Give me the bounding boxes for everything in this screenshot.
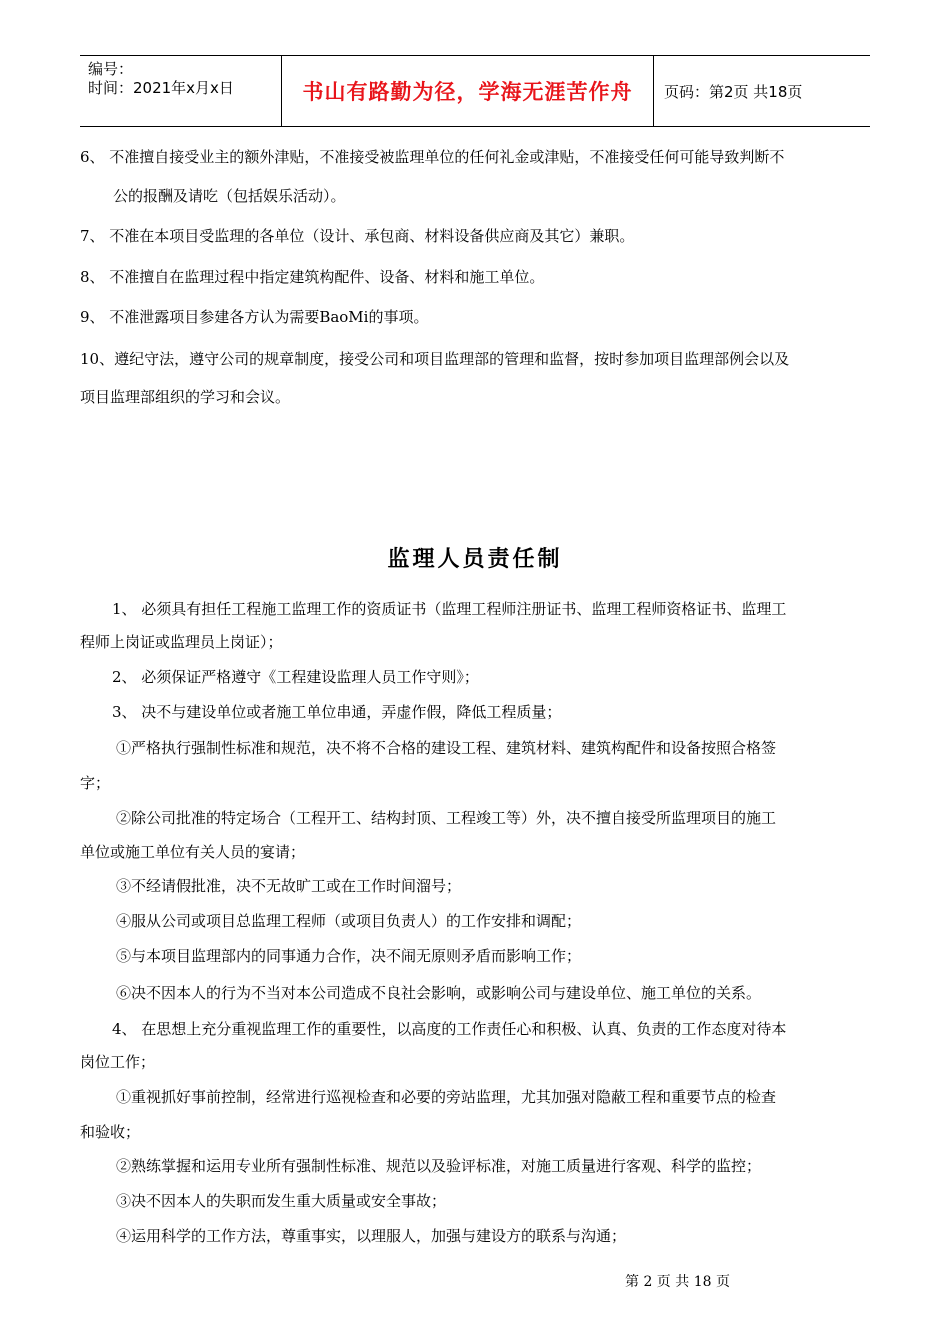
- rule-10-line-2: 项目监理部组织的学习和会议。: [80, 388, 291, 406]
- rule-6-line-1: 6、 不准擅自接受业主的额外津贴，不准接受被监理单位的任何礼金或津贴，不准接受任何可能导致判断不: [80, 148, 785, 166]
- duty-3-item-6: ⑥决不因本人的行为不当对本公司造成不良社会影响，或影响公司与建设单位、施工单位的关系。: [116, 984, 762, 1002]
- duty-3-item-1-line-1: ①严格执行强制性标准和规范，决不将不合格的建设工程、建筑材料、建筑构配件和设备按照合格签: [116, 739, 777, 757]
- document-time-label: 时间：2021年x月x日: [88, 79, 234, 97]
- page-footer: 第 2 页 共 18 页: [625, 1274, 730, 1290]
- duty-1-line-2: 程师上岗证或监理员上岗证）；: [80, 633, 283, 651]
- duty-4-item-4: ④运用科学的工作方法，尊重事实，以理服人，加强与建设方的联系与沟通；: [116, 1227, 627, 1245]
- header-divider: [653, 56, 654, 126]
- duty-3-item-4: ④服从公司或项目总监理工程师（或项目负责人）的工作安排和调配；: [116, 912, 582, 930]
- header-motto: 书山有路勤为径，学海无涯苦作舟: [302, 80, 633, 104]
- rule-10-line-1: 10、遵纪守法，遵守公司的规章制度，接受公司和项目监理部的管理和监督，按时参加项目监理部例会以及: [80, 350, 790, 368]
- duty-4-line-2: 岗位工作；: [80, 1053, 156, 1071]
- duty-4-item-3: ③决不因本人的失职而发生重大质量或安全事故；: [116, 1192, 447, 1210]
- duty-3-item-2-line-1: ②除公司批准的特定场合（工程开工、结构封顶、工程竣工等）外，决不擅自接受所监理项目的施工: [116, 809, 777, 827]
- section-title: 监理人员责任制: [387, 546, 563, 572]
- rule-8: 8、 不准擅自在监理过程中指定建筑构配件、设备、材料和施工单位。: [80, 268, 545, 286]
- header-page-info: 页码：第2页 共18页: [664, 82, 803, 101]
- duty-3: 3、 决不与建设单位或者施工单位串通，弄虚作假，降低工程质量；: [112, 703, 562, 721]
- duty-3-item-2-line-2: 单位或施工单位有关人员的宴请；: [80, 843, 306, 861]
- header-meta: [88, 60, 278, 98]
- duty-3-item-3: ③不经请假批准，决不无故旷工或在工作时间溜号；: [116, 877, 462, 895]
- duty-2: 2、 必须保证严格遵守《工程建设监理人员工作守则》；: [112, 668, 479, 686]
- document-number-label: 编号：: [88, 60, 134, 78]
- duty-3-item-1-line-2: 字；: [80, 774, 111, 792]
- rule-9: 9、 不准泄露项目参建各方认为需要BaoMi的事项。: [80, 308, 429, 326]
- duty-1-line-1: 1、 必须具有担任工程施工监理工作的资质证书（监理工程师注册证书、监理工程师资格证书、监理工: [112, 600, 787, 618]
- duty-4-item-1-line-1: ①重视抓好事前控制，经常进行巡视检查和必要的旁站监理，尤其加强对隐蔽工程和重要节点的检查: [116, 1088, 777, 1106]
- page-header: [80, 55, 870, 127]
- rule-6-line-2: 公的报酬及请吃（包括娱乐活动）。: [113, 187, 346, 205]
- duty-3-item-5: ⑤与本项目监理部内的同事通力合作，决不闹无原则矛盾而影响工作；: [116, 947, 582, 965]
- duty-4-item-1-line-2: 和验收；: [80, 1123, 141, 1141]
- rule-7: 7、 不准在本项目受监理的各单位（设计、承包商、材料设备供应商及其它）兼职。: [80, 227, 635, 245]
- duty-4-line-1: 4、 在思想上充分重视监理工作的重要性，以高度的工作责任心和积极、认真、负责的工作态度对待本: [112, 1020, 787, 1038]
- duty-4-item-2: ②熟练掌握和运用专业所有强制性标准、规范以及验评标准，对施工质量进行客观、科学的监控；: [116, 1157, 762, 1175]
